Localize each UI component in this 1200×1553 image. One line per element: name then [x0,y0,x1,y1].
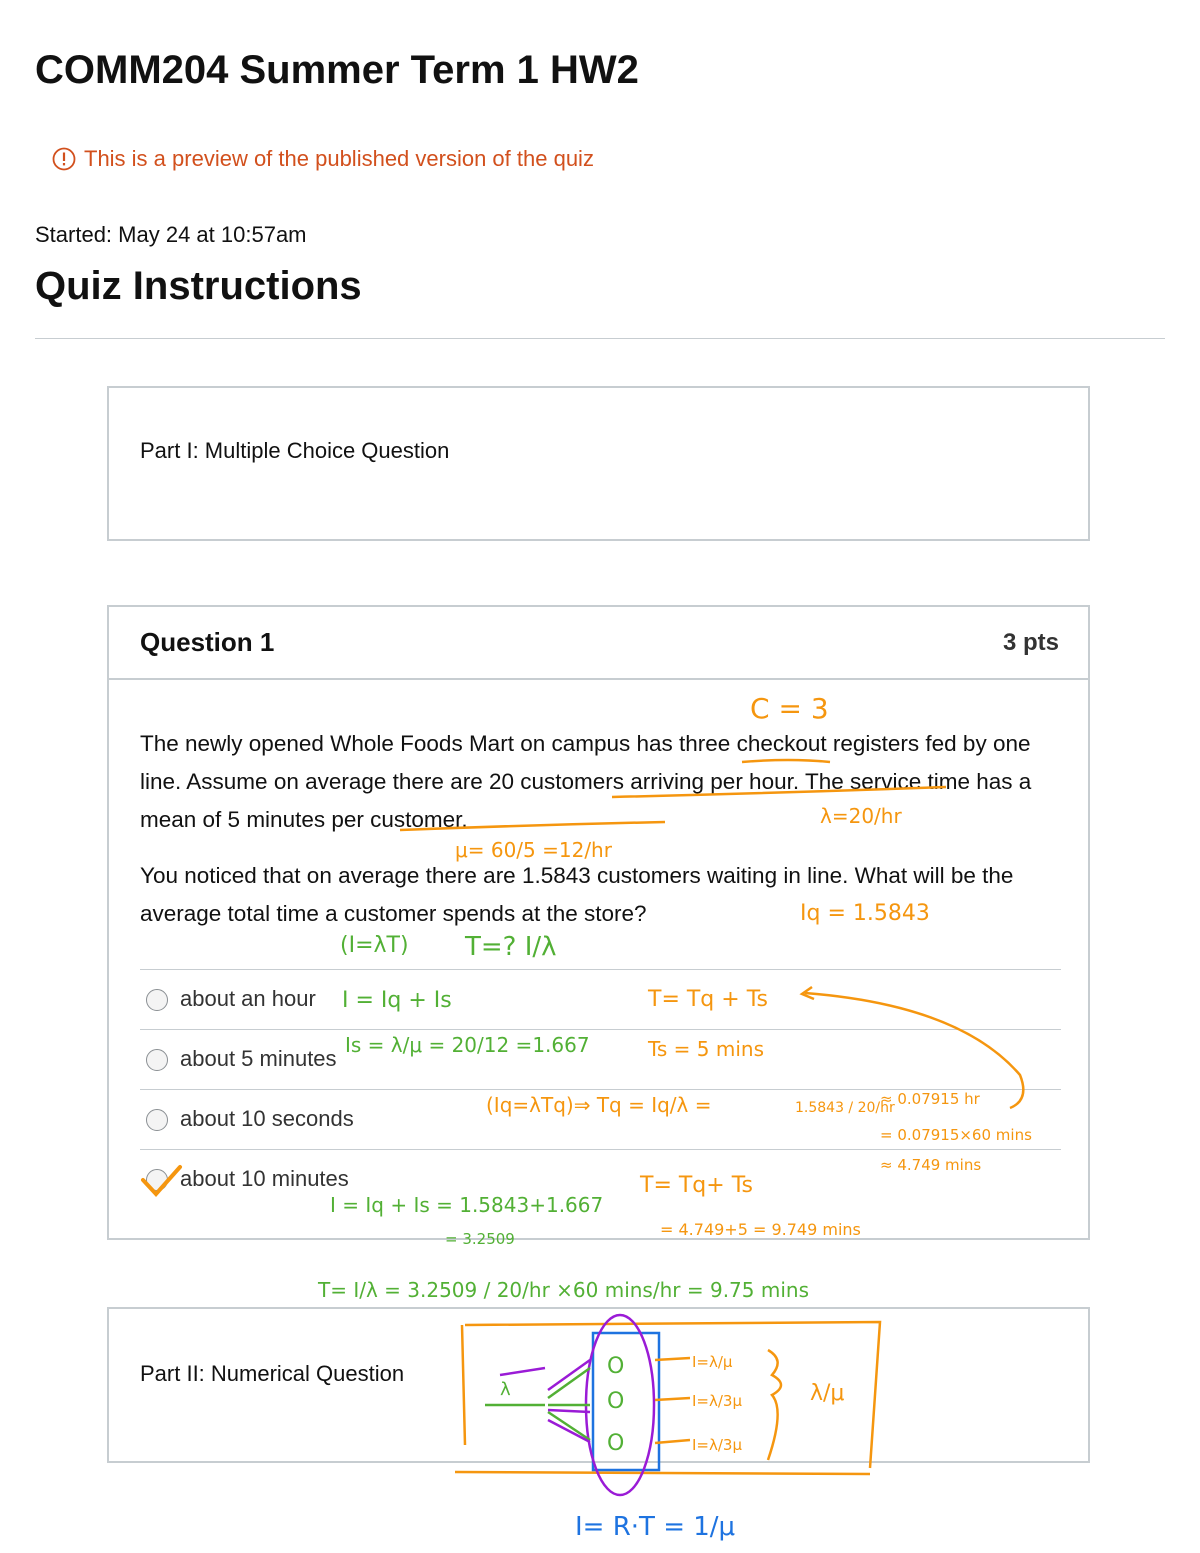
answer-label[interactable]: about an hour [180,986,316,1011]
question-card [107,605,1090,1240]
radio-icon[interactable] [146,989,168,1011]
answer-label[interactable]: about 10 seconds [180,1106,354,1131]
answer-option[interactable] [140,1089,1061,1149]
svg-text:λ: λ [500,1379,511,1400]
preview-notice-text: This is a preview of the published version of the quiz [84,146,594,171]
annotation-ts: Ts = 5 mins [648,1037,765,1061]
answer-option-selected[interactable] [140,1149,1061,1209]
annotation-t-sum: T= Tq + Ts [648,987,768,1012]
diagram-label-3: I=λ/3μ [692,1436,743,1454]
annotation-i-sum: I = Iq + Is [342,988,452,1013]
answer-label[interactable]: about 5 minutes [180,1046,337,1071]
annotation-tq-value-1: ≈ 0.07915 hr [880,1090,980,1108]
annotation-iq: Iq = 1.5843 [800,901,930,926]
diagram-label-2: I=λ/3μ [692,1392,743,1410]
annotation-mu: μ= 60/5 =12/hr [455,838,612,862]
part2-section [107,1307,1090,1463]
annotation-t-sum-2: T= Tq+ Ts [640,1173,753,1198]
annotation-t-final: T= I/λ = 3.2509 / 20/hr ×60 mins/hr = 9.75 mins [318,1278,809,1302]
annotation-i-value-2: = 3.2509 [445,1230,515,1248]
diagram-total: λ/μ [810,1381,845,1406]
annotation-lambda: λ=20/hr [820,804,902,828]
answer-option[interactable] [140,969,1061,1029]
annotation-t-question: T=? I/λ [465,932,557,962]
question-header [109,607,1088,680]
annotation-c: C = 3 [750,692,829,725]
answer-list [140,969,1061,1209]
annotation-i-value: I = Iq + Is = 1.5843+1.667 [330,1193,604,1217]
answer-option[interactable] [140,1029,1061,1089]
preview-notice [52,146,594,172]
annotation-tq-formula: (Iq=λTq)⇒ Tq = Iq/λ = [486,1093,712,1117]
annotation-little-law: (I=λT) [340,933,409,958]
started-value: May 24 at 10:57am [118,222,307,247]
part2-label: Part II: Numerical Question [140,1361,405,1386]
question-paragraph-2: You noticed that on average there are 1.5843 customers waiting in line. What will be the average total time a customer spends at the store? [140,863,1014,926]
part1-label: Part I: Multiple Choice Question [140,438,450,463]
radio-icon[interactable] [146,1169,168,1191]
started-label: Started: [35,222,113,247]
question-text [140,725,1060,951]
question-title: Question 1 [140,627,275,657]
started-timestamp [35,222,307,248]
server-icon: O [607,1431,625,1456]
annotation-is: Is = λ/μ = 20/12 =1.667 [345,1033,590,1057]
instructions-heading: Quiz Instructions [35,264,362,308]
server-icon: O [607,1354,625,1379]
answer-label[interactable]: about 10 minutes [180,1166,349,1191]
divider [35,338,1165,339]
question-paragraph-1: The newly opened Whole Foods Mart on campus has three checkout registers fed by one line. Assume on average there are 20 customers arriving per hour. The service time has a mean of 5 minutes per customer. [140,731,1032,832]
annotation-tq-value-3: ≈ 4.749 mins [880,1156,982,1174]
warning-icon [52,147,76,171]
annotation-bottom: I= R·T = 1/μ [575,1512,736,1542]
server-icon: O [607,1389,625,1414]
annotation-tq-fraction: 1.5843 / 20/hr [795,1100,895,1116]
radio-icon[interactable] [146,1109,168,1131]
annotation-t-value: = 4.749+5 = 9.749 mins [660,1220,861,1239]
annotation-tq-value-2: = 0.07915×60 mins [880,1126,1032,1144]
page-title: COMM204 Summer Term 1 HW2 [35,48,639,92]
part1-section [107,386,1090,541]
question-points: 3 pts [1002,629,1059,656]
diagram-label-1: I=λ/μ [692,1353,733,1371]
radio-icon[interactable] [146,1049,168,1071]
